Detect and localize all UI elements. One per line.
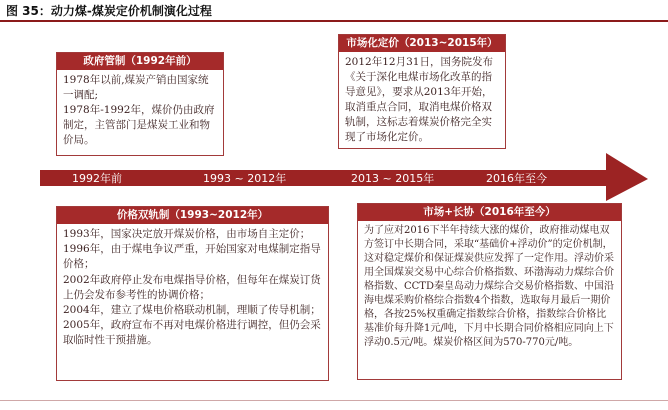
stage-text-line: 1978年-1992年，煤价仍由政府制定，主管部门是煤炭工业和物价局。 bbox=[63, 104, 215, 146]
stage-text-line: 1978年以前,煤炭产销由国家统一调配; bbox=[63, 74, 209, 101]
bottom-divider bbox=[0, 400, 668, 401]
stage-text-line: 2004年，建立了煤电价格联动机制，理顺了传导机制； bbox=[63, 304, 321, 317]
stage-text-line: 为了应对2016下半年持续大涨的煤价，政府推动煤电双方签订中长期合同，采取“基础价+浮动价”的定价机制，这对稳定煤价和保证煤炭供应发挥了一定作用。浮动价采用全国煤炭交易中心综合价格指数、环渤海动力煤综合价格指数、CCTD秦皇岛动力煤综合交易价格指数、中国沿海电煤采购价格综合指数4个指数，选取每月最后一期价格，各按25%权重确定指数综合价格，指数综合价格比基准价每升降1元/吨，下月中长期合同价格相应同向上下浮动0.5元/吨。煤炭价格区间为570-770元/吨。 bbox=[364, 225, 614, 348]
stage-text-line: 1996年，由于煤电争议严重，开始国家对电煤制定指导价格； bbox=[63, 243, 321, 271]
stage-title-dual-track: 价格双轨制（1993~2012年） bbox=[57, 207, 328, 224]
timeline-label-1992: 1992年前 bbox=[72, 172, 122, 185]
stage-body-market bbox=[339, 52, 505, 145]
stage-box-government bbox=[56, 52, 224, 156]
timeline-arrow bbox=[30, 151, 650, 203]
stage-box-long-term bbox=[357, 203, 622, 380]
timeline-arrow-shape bbox=[40, 153, 648, 201]
stage-title-long-term: 市场+长协（2016年至今） bbox=[358, 204, 621, 221]
stage-title-market: 市场化定价（2013~2015年） bbox=[339, 35, 505, 52]
stage-box-market bbox=[338, 34, 506, 149]
stage-body-long-term bbox=[358, 221, 621, 350]
title-divider bbox=[0, 20, 668, 22]
timeline-label-2016: 2016年至今 bbox=[486, 172, 547, 185]
stage-body-dual-track bbox=[57, 224, 328, 349]
stage-text-line: 2005年，政府宣布不再对电煤价格进行调控，但仍会采取临时性干预措施。 bbox=[63, 319, 321, 347]
stage-box-dual-track bbox=[56, 206, 329, 381]
timeline-label-2013-2015: 2013 ~ 2015年 bbox=[351, 172, 435, 185]
figure-title: 图 35：动力煤-煤炭定价机制演化过程 bbox=[6, 4, 212, 18]
stage-text-line: 2012年12月31日，国务院发布《关于深化电煤市场化改革的指导意见》，要求从2013年开始，取消重点合同，取消电煤价格双轨制，这标志着煤炭价格完全实现了市场化定价。 bbox=[345, 56, 493, 143]
stage-text-line: 2002年政府停止发布电煤指导价格，但每年在煤炭订货上仍会发布参考性的协调价格； bbox=[63, 273, 321, 301]
stage-body-government bbox=[57, 70, 223, 148]
stage-title-government: 政府管制（1992年前） bbox=[57, 53, 223, 70]
timeline-label-1993-2012: 1993 ~ 2012年 bbox=[203, 172, 287, 185]
stage-text-line: 1993年，国家决定放开煤炭价格，由市场自主定价； bbox=[63, 228, 311, 240]
